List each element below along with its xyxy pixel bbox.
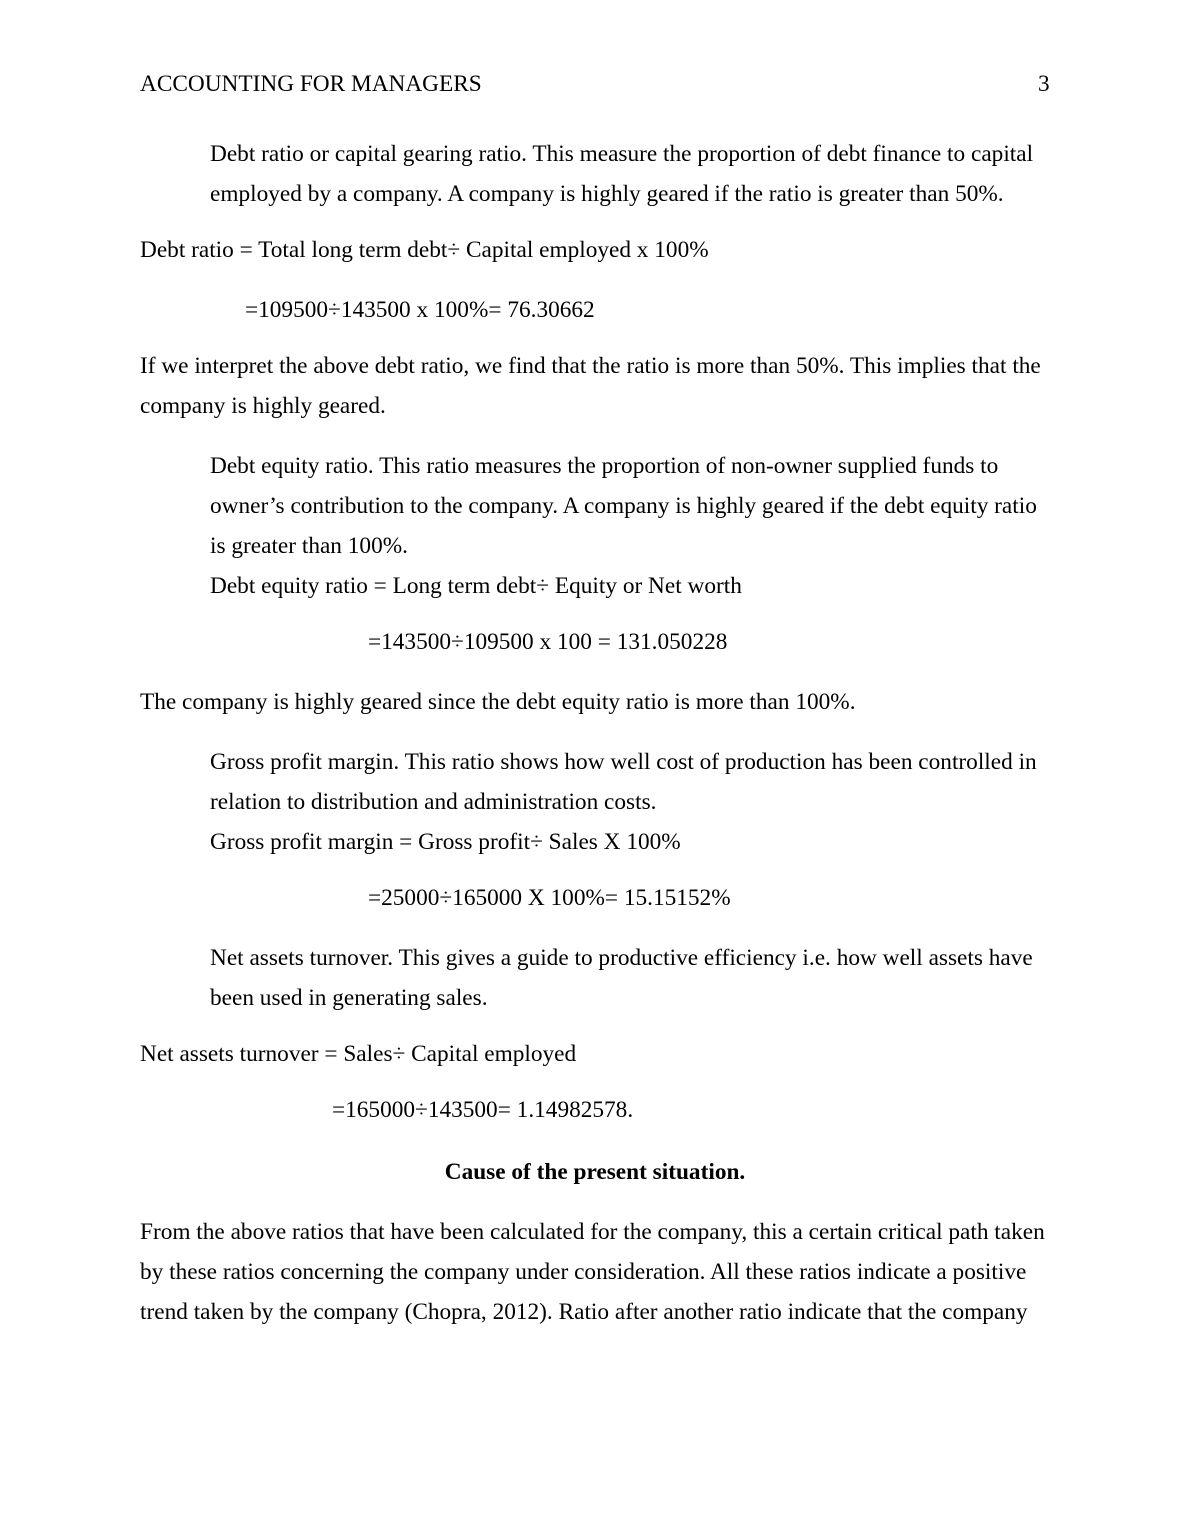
debt-ratio-calculation: =109500÷143500 x 100%= 76.30662 (245, 297, 595, 323)
debt-equity-calculation: =143500÷109500 x 100 = 131.050228 (368, 629, 728, 655)
text-line: trend taken by the company (Chopra, 2012). Ratio after another ratio indicate that the company (140, 1299, 1028, 1325)
running-head: ACCOUNTING FOR MANAGERS (140, 71, 482, 97)
gross-profit-margin-formula: Gross profit margin = Gross profit÷ Sales X 100% (210, 829, 681, 855)
text-line: owner’s contribution to the company. A company is highly geared if the debt equity ratio (210, 493, 1037, 519)
gross-profit-margin-calculation: =25000÷165000 X 100%= 15.15152% (368, 885, 731, 911)
section-heading: Cause of the present situation. (444, 1159, 746, 1185)
text-line: Gross profit margin. This ratio shows how well cost of production has been controlled in (210, 749, 1037, 775)
debt-ratio-formula: Debt ratio = Total long term debt÷ Capital employed x 100% (140, 237, 709, 263)
page-number: 3 (1038, 71, 1050, 97)
text-line: From the above ratios that have been calculated for the company, this a certain critical path taken (140, 1219, 1045, 1245)
text-line: Net assets turnover. This gives a guide to productive efficiency i.e. how well assets have (210, 945, 1033, 971)
text-line: by these ratios concerning the company under consideration. All these ratios indicate a positive (140, 1259, 1027, 1285)
debt-equity-interpretation: The company is highly geared since the debt equity ratio is more than 100%. (140, 689, 856, 715)
debt-equity-formula: Debt equity ratio = Long term debt÷ Equity or Net worth (210, 573, 742, 599)
text-line: Debt equity ratio. This ratio measures the proportion of non-owner supplied funds to (210, 453, 999, 479)
net-assets-turnover-formula: Net assets turnover = Sales÷ Capital employed (140, 1041, 577, 1067)
text-line: Debt ratio or capital gearing ratio. This measure the proportion of debt finance to capital (210, 141, 1034, 167)
text-line: is greater than 100%. (210, 533, 408, 559)
net-assets-turnover-calculation: =165000÷143500= 1.14982578. (332, 1097, 634, 1123)
text-line: If we interpret the above debt ratio, we find that the ratio is more than 50%. This implies that the (140, 353, 1041, 379)
text-line: employed by a company. A company is highly geared if the ratio is greater than 50%. (210, 181, 1004, 207)
text-line: relation to distribution and administration costs. (210, 789, 657, 815)
text-line: been used in generating sales. (210, 985, 488, 1011)
text-line: company is highly geared. (140, 393, 386, 419)
